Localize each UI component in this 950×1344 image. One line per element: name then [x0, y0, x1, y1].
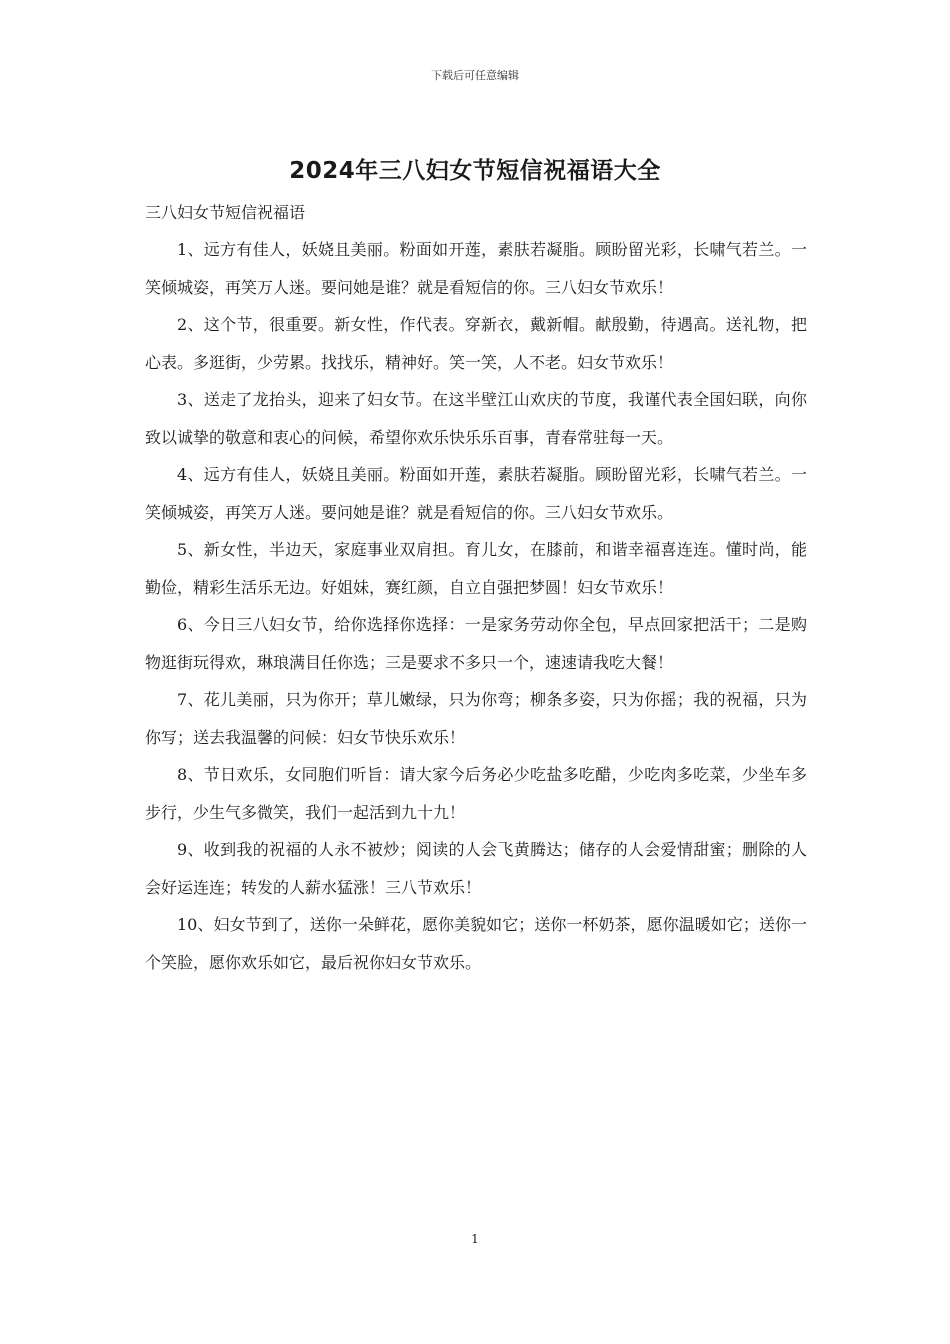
paragraph-4: 4、远方有佳人，妖娆且美丽。粉面如开莲，素肤若凝脂。顾盼留光彩，长啸气若兰。一笑倾城姿，再笑万人迷。要问她是谁？就是看短信的你。三八妇女节欢乐。: [145, 465, 807, 522]
paragraph-6: 6、今日三八妇女节，给你选择你选择：一是家务劳动你全包，早点回家把活干；二是购物逛街玩得欢，琳琅满目任你选；三是要求不多只一个，速速请我吃大餐！: [145, 615, 807, 672]
section-subtitle: 三八妇女节短信祝福语: [145, 203, 306, 222]
paragraph-9: 9、收到我的祝福的人永不被炒；阅读的人会飞黄腾达；储存的人会爱情甜蜜；删除的人会好运连连；转发的人薪水猛涨！三八节欢乐！: [145, 840, 807, 897]
document-body: [145, 197, 807, 981]
paragraph-3: 3、送走了龙抬头，迎来了妇女节。在这半壁江山欢庆的节度，我谨代表全国妇联，向你致以诚挚的敬意和衷心的问候，希望你欢乐快乐乐百事，青春常驻每一天。: [145, 390, 807, 447]
paragraph-5: 5、新女性，半边天，家庭事业双肩担。育儿女，在膝前，和谐幸福喜连连。懂时尚，能勤俭，精彩生活乐无边。好姐妹，赛红颜，自立自强把梦圆！妇女节欢乐！: [145, 540, 807, 597]
paragraph-7: 7、花儿美丽，只为你开；草儿嫩绿，只为你弯；柳条多姿，只为你摇；我的祝福，只为你写；送去我温馨的问候：妇女节快乐欢乐！: [145, 690, 807, 747]
paragraph-8: 8、节日欢乐，女同胞们听旨：请大家今后务必少吃盐多吃醋，少吃肉多吃菜，少坐车多步行，少生气多微笑，我们一起活到九十九！: [145, 765, 807, 822]
paragraph-2: 2、这个节，很重要。新女性，作代表。穿新衣，戴新帽。献殷勤，待遇高。送礼物，把心表。多逛街，少劳累。找找乐，精神好。笑一笑，人不老。妇女节欢乐！: [145, 315, 807, 372]
document-title: 2024年三八妇女节短信祝福语大全: [289, 158, 661, 184]
paragraph-10: 10、妇女节到了，送你一朵鲜花，愿你美貌如它；送你一杯奶茶，愿你温暖如它；送你一个笑脸，愿你欢乐如它，最后祝你妇女节欢乐。: [145, 915, 807, 972]
paragraph-1: 1、远方有佳人，妖娆且美丽。粉面如开莲，素肤若凝脂。顾盼留光彩，长啸气若兰。一笑倾城姿，再笑万人迷。要问她是谁？就是看短信的你。三八妇女节欢乐！: [145, 240, 807, 297]
page-number: 1: [471, 1232, 479, 1246]
header-note: 下载后可任意编辑: [431, 69, 519, 82]
